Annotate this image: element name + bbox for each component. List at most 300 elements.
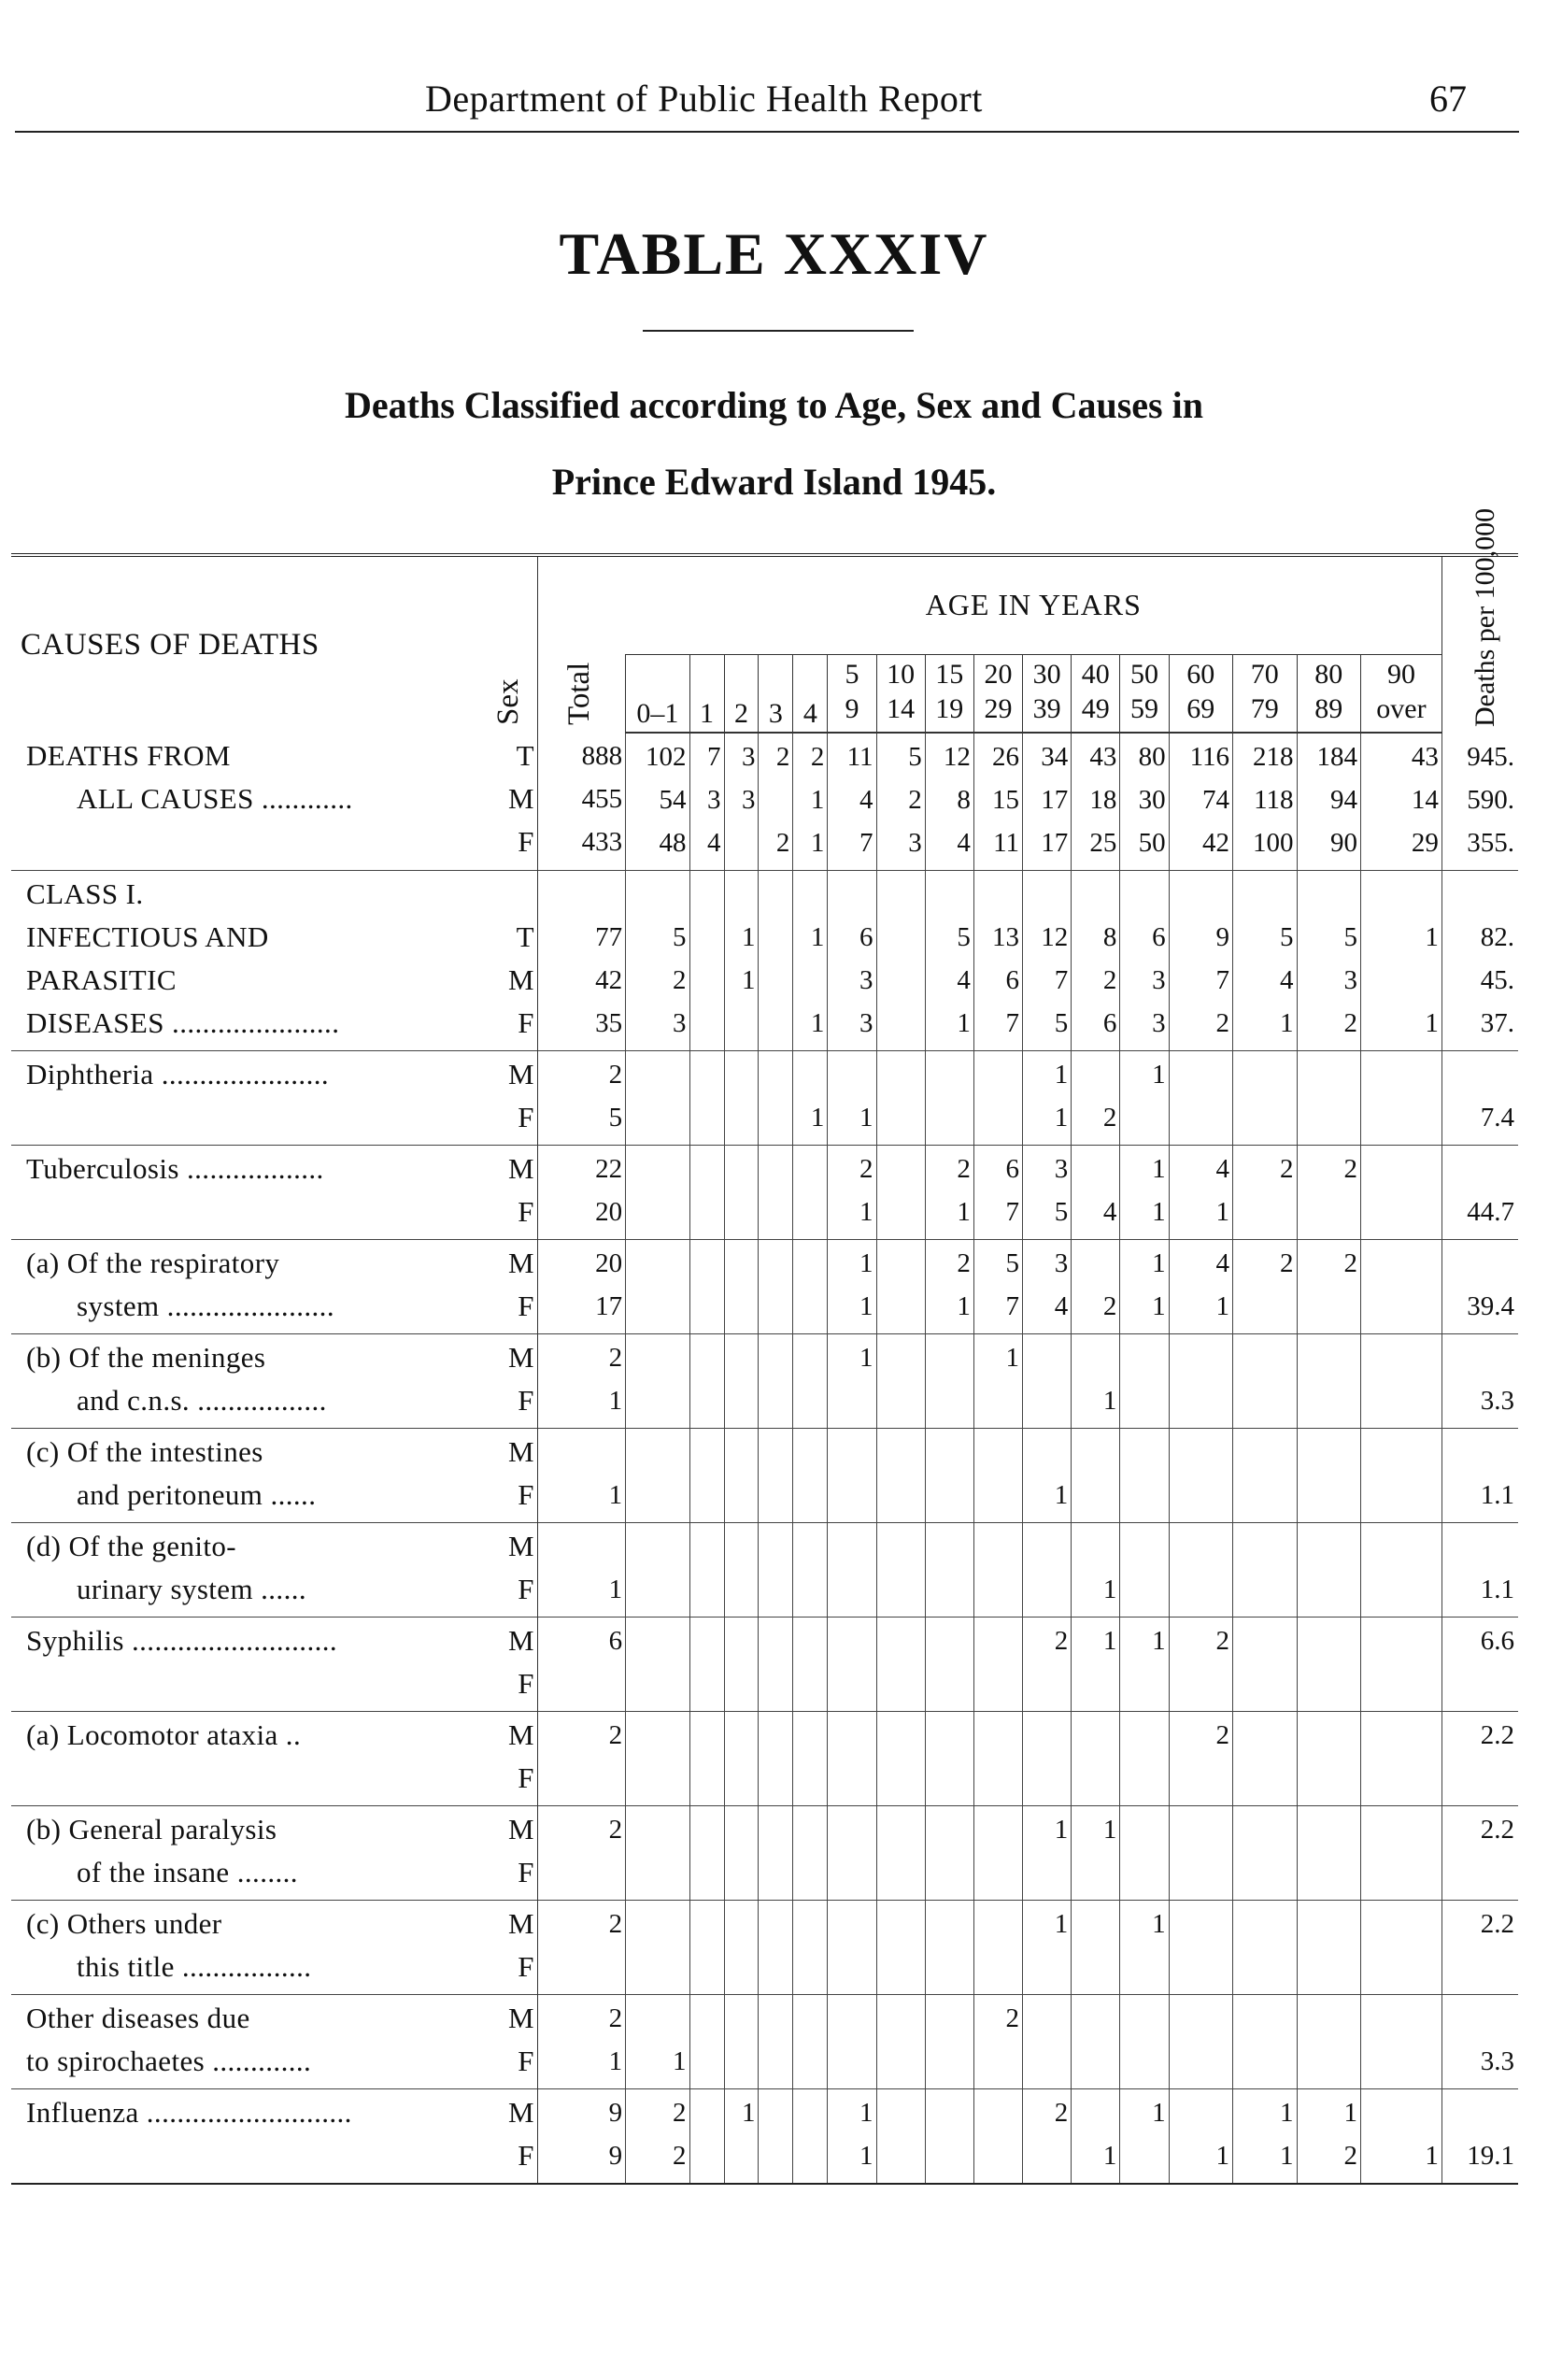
age-cell-value — [1361, 1285, 1439, 1328]
age-cell-value — [626, 1662, 686, 1705]
age-cell — [1297, 1806, 1360, 1901]
age-cell-value: 11 — [846, 742, 873, 772]
age-cell — [1233, 2089, 1297, 2185]
sex-header — [491, 555, 537, 733]
age-cell — [828, 1806, 876, 1901]
age-cell-value — [725, 873, 756, 916]
table-row — [11, 1618, 1518, 1712]
age-cell-value — [1170, 1431, 1229, 1474]
age-cell-value: 30 — [1138, 785, 1166, 815]
age-cell — [973, 2089, 1022, 2185]
age-cell-value: 3 — [1054, 1154, 1069, 1184]
rate-cell-value — [1442, 873, 1514, 916]
age-cell — [759, 1523, 793, 1618]
age-cell-value — [974, 2091, 1019, 2134]
age-column-header-end: 49 — [1072, 693, 1120, 733]
age-cell-value: 1 — [810, 922, 825, 952]
age-cell — [1297, 1051, 1360, 1146]
age-cell — [1023, 1240, 1072, 1334]
age-cell — [626, 1618, 689, 1712]
running-title: Department of Public Health Report — [425, 78, 983, 120]
age-cell-value — [725, 2040, 756, 2083]
age-cell-value: 1 — [859, 2141, 873, 2171]
cause-cell — [11, 1995, 499, 2089]
total-cell-value: 1 — [608, 1386, 623, 1416]
age-cell-value — [1170, 1903, 1229, 1945]
age-cell-value — [1233, 1945, 1293, 1988]
age-cell-value — [877, 1242, 922, 1285]
age-cell — [973, 871, 1022, 1051]
age-cell-value: 2 — [957, 1248, 971, 1278]
age-cell — [1023, 1806, 1072, 1901]
rate-cell — [1441, 1523, 1518, 1618]
age-cell — [1360, 1806, 1441, 1901]
age-cell — [925, 1051, 973, 1146]
age-column-header-end: 19 — [925, 693, 973, 733]
age-cell-value — [725, 1662, 756, 1705]
age-cell-value — [1361, 959, 1439, 1002]
age-cell-value: 80 — [1138, 742, 1166, 772]
age-cell-value — [690, 1285, 721, 1328]
age-cell — [759, 1806, 793, 1901]
age-cell — [793, 1429, 828, 1523]
age-cell-value — [1361, 1903, 1439, 1945]
age-cell-value — [974, 1757, 1019, 1800]
total-cell — [537, 733, 626, 871]
rate-cell — [1441, 1051, 1518, 1146]
age-cell-value — [1361, 1808, 1439, 1851]
age-cell — [1023, 1712, 1072, 1806]
age-cell — [1297, 1901, 1360, 1995]
age-cell-value — [828, 873, 873, 916]
cause-label: of the insane ........ — [77, 1856, 298, 1888]
sex-cell-value: M — [507, 1718, 534, 1751]
age-cell-value — [1072, 2040, 1116, 2083]
age-cell-value — [828, 1757, 873, 1800]
rate-cell-value — [1442, 2091, 1514, 2134]
cause-label: to spirochaetes ............. — [26, 2045, 312, 2077]
age-cell — [1072, 1051, 1120, 1146]
age-cell — [793, 1146, 828, 1240]
table-row — [11, 1901, 1518, 1995]
age-cell-value: 5 — [1005, 1248, 1020, 1278]
age-cell — [1297, 1618, 1360, 1712]
age-cell-value — [1170, 1945, 1229, 1988]
age-cell-value: 1 — [1102, 1626, 1117, 1656]
cause-label: (c) Others under — [26, 1907, 222, 1940]
age-cell-value — [626, 1242, 686, 1285]
age-cell-value: 2 — [908, 785, 922, 815]
age-cell-value: 184 — [1316, 742, 1357, 772]
age-column-header: 4 — [793, 654, 828, 733]
age-cell-value — [725, 1851, 756, 1894]
age-cell-value — [1120, 1714, 1165, 1757]
age-cell — [876, 2089, 925, 2185]
rate-cell-value: 3.3 — [1480, 1386, 1514, 1416]
age-cell-value — [877, 1568, 922, 1611]
causes-header: CAUSES OF DEATHS — [21, 627, 320, 662]
age-cell-value — [759, 1851, 789, 1894]
rate-cell-value — [1442, 1431, 1514, 1474]
age-cell — [724, 1806, 759, 1901]
age-cell-value — [793, 1053, 824, 1096]
cause-label: (a) Locomotor ataxia .. — [26, 1718, 302, 1751]
age-cell-value — [828, 2040, 873, 2083]
age-cell-value: 2 — [775, 742, 790, 772]
age-cell-value — [1233, 1619, 1293, 1662]
age-cell — [626, 1806, 689, 1901]
age-cell — [1120, 1051, 1169, 1146]
age-cell-value: 1 — [859, 1343, 873, 1373]
age-cell — [1072, 1146, 1120, 1240]
rate-cell-value: 3.3 — [1480, 2046, 1514, 2076]
age-cell — [1023, 1995, 1072, 2089]
age-cell-value — [1298, 1945, 1357, 1988]
total-cell — [537, 1051, 626, 1146]
age-cell — [724, 1429, 759, 1523]
age-cell-value: 1 — [1102, 1386, 1117, 1416]
age-cell-value: 4 — [707, 828, 721, 858]
age-cell-value: 2 — [859, 1154, 873, 1184]
age-cell — [925, 733, 973, 871]
age-cell-value — [974, 1053, 1019, 1096]
age-cell-value — [759, 1525, 789, 1568]
age-cell-value — [759, 2091, 789, 2134]
age-cell — [1072, 1712, 1120, 1806]
age-cell-value — [690, 1808, 721, 1851]
age-cell-value — [626, 1714, 686, 1757]
table-body — [11, 733, 1518, 2184]
age-cell-value — [1072, 1714, 1116, 1757]
age-cell-value — [1072, 1431, 1116, 1474]
total-cell-value: 2 — [608, 1060, 623, 1090]
age-cell-value — [1233, 2040, 1293, 2083]
sex-cell-value: M — [507, 2002, 534, 2034]
age-cell-value: 54 — [659, 785, 687, 815]
age-cell — [1169, 733, 1232, 871]
age-cell — [759, 1429, 793, 1523]
age-cell-value — [1233, 1336, 1293, 1379]
age-cell-value: 42 — [1202, 828, 1230, 858]
age-cell-value: 12 — [1041, 922, 1069, 952]
age-cell — [1297, 1429, 1360, 1523]
age-column-header-start: 10 — [876, 654, 925, 693]
rate-cell-value — [1442, 1053, 1514, 1096]
age-column-header-start: 15 — [925, 654, 973, 693]
age-cell-value — [1023, 1757, 1068, 1800]
age-cell-value — [793, 1431, 824, 1474]
age-cell-value — [725, 2134, 756, 2177]
sex-cell — [499, 1523, 537, 1618]
age-cell-value — [690, 1053, 721, 1096]
table-row — [11, 1429, 1518, 1523]
rate-cell-value — [1442, 1757, 1514, 1800]
age-cell — [1072, 871, 1120, 1051]
age-cell-value — [1233, 1714, 1293, 1757]
rate-cell-value: 19.1 — [1467, 2141, 1514, 2171]
cause-label: ALL CAUSES ............ — [77, 782, 353, 815]
total-cell — [537, 1334, 626, 1429]
age-cell-value — [926, 1662, 971, 1705]
table-row — [11, 1995, 1518, 2089]
age-cell-value — [1361, 1568, 1439, 1611]
age-cell-value — [1361, 1147, 1439, 1190]
age-cell — [1120, 1523, 1169, 1618]
age-cell — [1072, 733, 1120, 871]
age-cell — [1233, 1618, 1297, 1712]
age-cell-value — [974, 1662, 1019, 1705]
age-cell-value — [626, 1053, 686, 1096]
age-cell-value — [974, 1474, 1019, 1517]
age-cell-value — [1298, 1336, 1357, 1379]
age-cell-value — [926, 2040, 971, 2083]
age-column-header-start: 60 — [1169, 654, 1232, 693]
sex-cell-value: F — [518, 1950, 534, 1983]
table-row — [11, 1146, 1518, 1240]
age-cell — [1169, 1901, 1232, 1995]
total-cell-value: 17 — [595, 1291, 623, 1321]
age-cell — [626, 1712, 689, 1806]
age-cell — [724, 1523, 759, 1618]
age-cell-value — [725, 1190, 756, 1233]
age-cell-value — [759, 1053, 789, 1096]
age-cell — [1120, 1995, 1169, 2089]
age-cell — [689, 1901, 724, 1995]
age-cell-value: 15 — [992, 785, 1020, 815]
age-cell-value — [828, 1474, 873, 1517]
age-cell-value — [690, 1757, 721, 1800]
age-cell-value — [974, 1851, 1019, 1894]
age-cell — [1023, 1523, 1072, 1618]
age-cell-value — [725, 1431, 756, 1474]
age-column-header: 3 — [759, 654, 793, 733]
age-cell-value — [877, 1619, 922, 1662]
age-cell-value — [759, 1619, 789, 1662]
age-cell-value — [1361, 2040, 1439, 2083]
age-cell-value — [1361, 2091, 1439, 2134]
age-cell-value — [828, 1568, 873, 1611]
age-cell — [925, 1618, 973, 1712]
age-cell — [626, 871, 689, 1051]
age-cell-value — [793, 1619, 824, 1662]
age-column-header-end: 89 — [1297, 693, 1360, 733]
age-cell-value — [1233, 873, 1293, 916]
age-cell-value: 1 — [859, 2098, 873, 2128]
rate-cell — [1441, 1806, 1518, 1901]
age-cell-value — [1361, 1431, 1439, 1474]
sex-cell-value: M — [507, 1530, 534, 1562]
age-cell-value — [1361, 1336, 1439, 1379]
age-cell-value — [1023, 1851, 1068, 1894]
age-cell-value: 2 — [1343, 1248, 1357, 1278]
age-cell-value — [759, 1757, 789, 1800]
age-cell-value — [725, 1714, 756, 1757]
age-cell-value — [828, 1851, 873, 1894]
age-cell — [759, 1334, 793, 1429]
age-cell-value — [759, 873, 789, 916]
age-cell-value: 1 — [1152, 1291, 1166, 1321]
age-cell — [626, 1146, 689, 1240]
age-cell — [876, 1901, 925, 1995]
age-cell-value — [690, 1379, 721, 1422]
total-cell-value — [538, 1662, 623, 1705]
age-cell-value: 100 — [1253, 828, 1294, 858]
age-cell-value: 26 — [992, 742, 1020, 772]
age-cell — [973, 1429, 1022, 1523]
age-cell-value — [626, 1379, 686, 1422]
age-cell-value — [1298, 1851, 1357, 1894]
age-cell-value — [626, 1431, 686, 1474]
age-cell — [1233, 733, 1297, 871]
age-cell — [626, 1051, 689, 1146]
total-cell-value: 1 — [608, 1480, 623, 1510]
cause-label: Influenza ........................... — [26, 2096, 352, 2129]
age-cell-value — [1361, 1757, 1439, 1800]
age-cell-value — [1170, 1053, 1229, 1096]
cause-cell — [11, 1901, 499, 1995]
age-cell-value: 3 — [1343, 965, 1357, 995]
age-cell — [876, 871, 925, 1051]
age-cell-value — [1023, 1379, 1068, 1422]
page-number: 67 — [1429, 78, 1467, 120]
age-cell-value — [1120, 1474, 1165, 1517]
age-cell — [1297, 1712, 1360, 1806]
total-cell-value: 77 — [595, 922, 623, 952]
age-cell-value — [877, 1757, 922, 1800]
age-cell-value — [877, 1997, 922, 2040]
age-cell-value — [725, 1525, 756, 1568]
sex-cell-value: F — [518, 1478, 534, 1511]
age-cell-value — [690, 873, 721, 916]
age-cell-value — [1233, 1190, 1293, 1233]
age-cell-value — [1170, 2040, 1229, 2083]
age-column-header-start: 80 — [1297, 654, 1360, 693]
cause-label: Syphilis ........................... — [26, 1624, 338, 1657]
age-cell — [1120, 1240, 1169, 1334]
age-cell-value: 5 — [1054, 1008, 1069, 1038]
age-cell — [1169, 1995, 1232, 2089]
age-cell-value — [877, 1431, 922, 1474]
cause-label: Other diseases due — [26, 2002, 250, 2034]
total-cell — [537, 1806, 626, 1901]
age-cell-value — [877, 1147, 922, 1190]
age-cell — [1297, 871, 1360, 1051]
age-cell-value: 1 — [1280, 2141, 1294, 2171]
age-cell-value — [1233, 1096, 1293, 1139]
age-cell — [626, 1995, 689, 2089]
total-cell-value: 6 — [608, 1626, 623, 1656]
age-cell-value — [1072, 1525, 1116, 1568]
rate-cell-value: 2.2 — [1480, 1720, 1514, 1750]
age-cell-value — [877, 1903, 922, 1945]
sex-cell-value: F — [518, 2139, 534, 2172]
age-cell-value — [1120, 1808, 1165, 1851]
age-cell-value — [725, 1053, 756, 1096]
age-cell-value — [1120, 1431, 1165, 1474]
total-cell — [537, 1146, 626, 1240]
age-cell-value — [793, 1568, 824, 1611]
age-cell-value — [725, 1619, 756, 1662]
age-cell-value — [793, 1190, 824, 1233]
age-cell-value — [793, 1851, 824, 1894]
age-cell — [689, 1618, 724, 1712]
age-cell-value: 2 — [1054, 2098, 1069, 2128]
age-cell-value — [626, 1336, 686, 1379]
age-cell-value — [1170, 1662, 1229, 1705]
age-cell-value — [793, 873, 824, 916]
age-cell-value: 3 — [1152, 1008, 1166, 1038]
age-cell — [876, 1146, 925, 1240]
age-cell-value — [1120, 1096, 1165, 1139]
sex-cell — [499, 2089, 537, 2185]
age-cell-value — [877, 1525, 922, 1568]
cause-cell — [11, 1806, 499, 1901]
age-cell — [828, 1901, 876, 1995]
rate-cell-value: 7.4 — [1480, 1103, 1514, 1133]
age-cell-value — [974, 2134, 1019, 2177]
age-cell — [759, 1146, 793, 1240]
age-cell — [1233, 1523, 1297, 1618]
age-cell — [626, 1334, 689, 1429]
total-cell-value: 1 — [608, 2046, 623, 2076]
age-cell — [876, 1051, 925, 1146]
rate-cell-value: 1.1 — [1480, 1575, 1514, 1604]
age-cell — [689, 871, 724, 1051]
age-cell — [793, 1523, 828, 1618]
age-cell-value — [877, 1336, 922, 1379]
age-cell — [925, 1240, 973, 1334]
age-cell-value — [1361, 1619, 1439, 1662]
age-cell-value: 1 — [1425, 2141, 1439, 2171]
age-cell-value — [926, 2091, 971, 2134]
total-cell — [537, 1712, 626, 1806]
age-cell-value — [725, 1903, 756, 1945]
age-cell-value: 1 — [810, 828, 825, 858]
age-cell — [828, 1051, 876, 1146]
sex-cell-value: M — [507, 1341, 534, 1374]
age-cell — [793, 1051, 828, 1146]
age-cell-value — [759, 1096, 789, 1139]
age-cell — [724, 1901, 759, 1995]
age-cell-value — [690, 1190, 721, 1233]
age-cell-value: 3 — [1054, 1248, 1069, 1278]
age-cell-value — [626, 1757, 686, 1800]
total-cell-value: 20 — [595, 1248, 623, 1278]
table-title: TABLE XXXIV — [559, 221, 989, 287]
age-cell-value — [1120, 1945, 1165, 1988]
age-cell-value: 2 — [1280, 1248, 1294, 1278]
cause-label: Diphtheria ...................... — [26, 1058, 330, 1090]
age-cell-value — [877, 1053, 922, 1096]
age-cell-value — [1361, 1851, 1439, 1894]
age-cell-value — [1170, 1568, 1229, 1611]
age-cell — [793, 1806, 828, 1901]
age-cell-value — [877, 1190, 922, 1233]
age-cell-value — [877, 1096, 922, 1139]
age-cell-value: 1 — [1152, 1060, 1166, 1090]
age-cell-value — [626, 1808, 686, 1851]
age-cell-value — [759, 1379, 789, 1422]
age-cell-value — [926, 1096, 971, 1139]
total-cell-value: 9 — [608, 2141, 623, 2171]
rate-cell-value — [1442, 1525, 1514, 1568]
age-cell-value — [1170, 1997, 1229, 2040]
age-cell-value: 5 — [1280, 922, 1294, 952]
age-cell-value — [725, 1757, 756, 1800]
age-cell-value — [828, 1431, 873, 1474]
age-cell — [973, 1523, 1022, 1618]
age-cell — [828, 1995, 876, 2089]
